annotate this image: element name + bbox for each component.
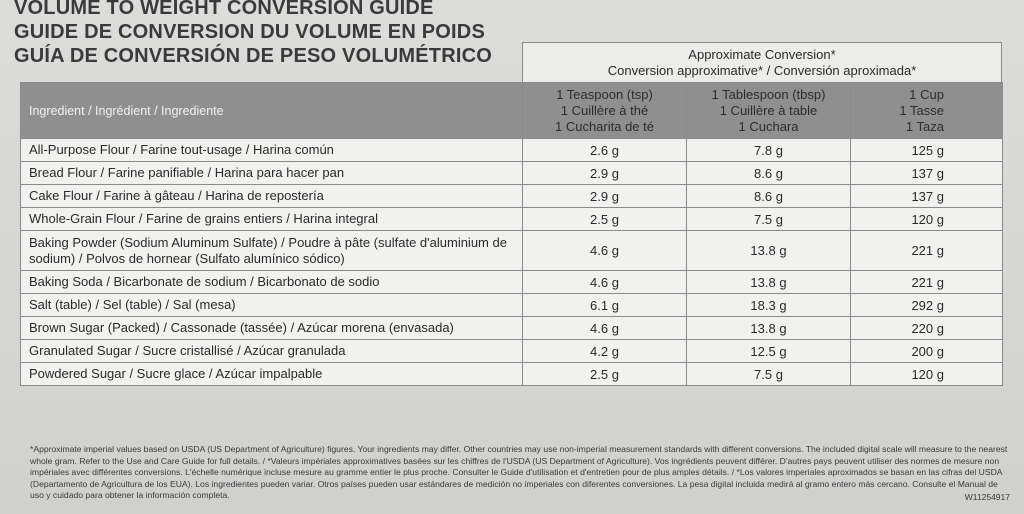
cup-value: 220 g bbox=[851, 317, 1003, 340]
title-block bbox=[14, 0, 492, 68]
tbsp-value: 7.8 g bbox=[687, 139, 851, 162]
tsp-value: 2.6 g bbox=[523, 139, 687, 162]
tsp-value: 4.6 g bbox=[523, 271, 687, 294]
title-english: VOLUME TO WEIGHT CONVERSION GUIDE bbox=[14, 0, 434, 19]
ingredient-name: All-Purpose Flour / Farine tout-usage / Harina común bbox=[21, 139, 523, 162]
header-tbsp-fr: 1 Cuillère à table bbox=[719, 102, 818, 118]
table-header-row bbox=[21, 83, 1003, 139]
tbsp-value: 12.5 g bbox=[687, 340, 851, 363]
tsp-value: 2.5 g bbox=[523, 208, 687, 231]
tsp-value: 2.9 g bbox=[523, 185, 687, 208]
approximate-conversion-header bbox=[522, 42, 1002, 82]
approx-line-1: Approximate Conversion* bbox=[688, 47, 836, 62]
cup-value: 221 g bbox=[851, 231, 1003, 271]
tsp-value: 4.2 g bbox=[523, 340, 687, 363]
header-cup bbox=[851, 83, 1003, 139]
header-cup-fr: 1 Tasse bbox=[899, 102, 944, 118]
ingredient-name: Salt (table) / Sel (table) / Sal (mesa) bbox=[21, 294, 523, 317]
header-ingredient: Ingredient / Ingrédient / Ingrediente bbox=[21, 83, 523, 139]
ingredient-name: Baking Powder (Sodium Aluminum Sulfate) / Poudre à pâte (sulfate d'aluminium de sodium) / Polvos de hornear (Sulfato alumínico sódico) bbox=[21, 231, 523, 271]
tsp-value: 4.6 g bbox=[523, 317, 687, 340]
ingredient-name: Whole-Grain Flour / Farine de grains entiers / Harina integral bbox=[21, 208, 523, 231]
tbsp-value: 18.3 g bbox=[687, 294, 851, 317]
tbsp-value: 13.8 g bbox=[687, 231, 851, 271]
tsp-value: 2.9 g bbox=[523, 162, 687, 185]
table-row bbox=[21, 363, 1003, 386]
table-row bbox=[21, 139, 1003, 162]
table-row bbox=[21, 317, 1003, 340]
conversion-table bbox=[20, 82, 1003, 386]
tsp-value: 2.5 g bbox=[523, 363, 687, 386]
table-row bbox=[21, 162, 1003, 185]
header-cup-en: 1 Cup bbox=[909, 86, 944, 102]
ingredient-name: Bread Flour / Farine panifiable / Harina para hacer pan bbox=[21, 162, 523, 185]
header-cup-es: 1 Taza bbox=[905, 118, 944, 134]
header-tbsp-es: 1 Cuchara bbox=[738, 118, 799, 134]
title-french: GUIDE DE CONVERSION DU VOLUME EN POIDS bbox=[14, 21, 485, 43]
cup-value: 137 g bbox=[851, 162, 1003, 185]
document-code: W11254917 bbox=[964, 492, 1010, 502]
cup-value: 120 g bbox=[851, 208, 1003, 231]
ingredient-name: Brown Sugar (Packed) / Cassonade (tassée) / Azúcar morena (envasada) bbox=[21, 317, 523, 340]
tbsp-value: 13.8 g bbox=[687, 271, 851, 294]
header-tsp-en: 1 Teaspoon (tsp) bbox=[556, 86, 653, 102]
cup-value: 125 g bbox=[851, 139, 1003, 162]
cup-value: 120 g bbox=[851, 363, 1003, 386]
table-row bbox=[21, 271, 1003, 294]
table-row bbox=[21, 340, 1003, 363]
cup-value: 221 g bbox=[851, 271, 1003, 294]
header-tsp-es: 1 Cucharita de té bbox=[554, 118, 654, 134]
tsp-value: 6.1 g bbox=[523, 294, 687, 317]
table-row bbox=[21, 294, 1003, 317]
ingredient-name: Powdered Sugar / Sucre glace / Azúcar impalpable bbox=[21, 363, 523, 386]
tbsp-value: 8.6 g bbox=[687, 185, 851, 208]
title-spanish: GUÍA DE CONVERSIÓN DE PESO VOLUMÉTRICO bbox=[14, 45, 493, 67]
footnote: *Approximate imperial values based on USDA (US Department of Agriculture) figures. Your ingredients may differ. Other countries may use non-imperial measurement standards with different conversions. The included digital scale will measure to the nearest whole gram. Refer to the Use and Care Guide for full details. / *Valeurs impériales approximatives basées sur les chiffres de l'USDA (US Department of Agriculture). Vos ingrédients peuvent différer. D'autres pays peuvent utiliser des normes de mesure non impériales avec différentes conversions. L'échelle numérique incluse mesure au gramme entier le plus proche. Consulter le Guide d'utilisation et d'entretien pour de plus amples détails. / *Los valores imperiales aproximados se basan en las cifras del USDA (Departamento de Agricultura de los EUA). Los ingredientes pueden variar. Otros países pueden usar estándares de medición no imperiales con diferentes conversiones. La pesa digital incluida medirá al gramo entero más cercano. Consulte el Manual de uso y cuidado para obtener la información completa. bbox=[30, 444, 1008, 501]
tsp-value: 4.6 g bbox=[523, 231, 687, 271]
table-row bbox=[21, 208, 1003, 231]
header-teaspoon bbox=[523, 83, 687, 139]
tbsp-value: 8.6 g bbox=[687, 162, 851, 185]
table-row bbox=[21, 231, 1003, 271]
approx-line-2: Conversion approximative* / Conversión aproximada* bbox=[607, 63, 917, 78]
tbsp-value: 13.8 g bbox=[687, 317, 851, 340]
ingredient-name: Granulated Sugar / Sucre cristallisé / Azúcar granulada bbox=[21, 340, 523, 363]
ingredient-name: Baking Soda / Bicarbonate de sodium / Bicarbonato de sodio bbox=[21, 271, 523, 294]
table-row bbox=[21, 185, 1003, 208]
cup-value: 200 g bbox=[851, 340, 1003, 363]
header-tsp-fr: 1 Cuillère à thé bbox=[560, 102, 649, 118]
tbsp-value: 7.5 g bbox=[687, 208, 851, 231]
tbsp-value: 7.5 g bbox=[687, 363, 851, 386]
cup-value: 137 g bbox=[851, 185, 1003, 208]
header-tbsp-en: 1 Tablespoon (tbsp) bbox=[711, 86, 826, 102]
ingredient-name: Cake Flour / Farine à gâteau / Harina de repostería bbox=[21, 185, 523, 208]
cup-value: 292 g bbox=[851, 294, 1003, 317]
header-tablespoon bbox=[687, 83, 851, 139]
